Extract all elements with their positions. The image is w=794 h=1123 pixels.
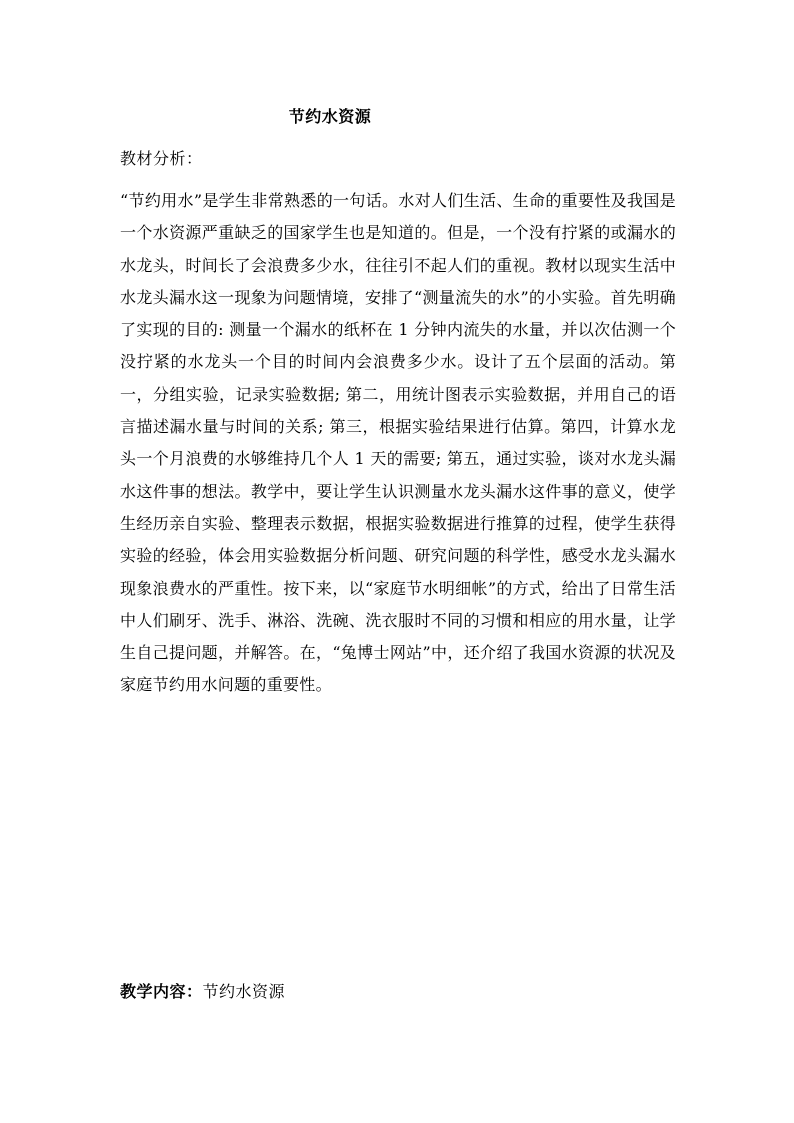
analysis-heading: 教材分析：	[120, 149, 203, 168]
analysis-paragraph: “节约用水”是学生非常熟悉的一句话。水对人们生活、生命的重要性及我国是一个水资源严重缺乏的国家学生也是知道的。但是，一个没有拧紧的或漏水的水龙头，时间长了会浪费多少水，往往引不起人们的重视。教材以现实生活中水龙头漏水这一现象为问题情境，安排了“测量流失的水”的小实验。首先明确了实现的目的: 测量一个漏水的纸杯在 1 分钟内流失的水量，并以次估测一个没拧紧的水龙头一个目的时间内会浪费多少水。设计了五个层面的活动。第一，分组实验，记录实验数据; 第二，用统计图表示实验数据，并用自己的语言描述漏水量与时间的关系; 第三，根据实验结果进行估算。第四，计算水龙头一个月浪费的水够维持几个人 1 天的需要; 第五，通过实验，谈对水龙头漏水这件事的想法。教学中，要让学生认识测量水龙头漏水这件事的意义，使学生经历亲自实验、整理表示数据，根据实验数据进行推算的过程，使学生获得实验的经验，体会用实验数据分析问题、研究问题的科学性，感受水龙头漏水现象浪费水的严重性。按下来，以“家庭节水明细帐”的方式，给出了日常生活中人们刷牙、洗手、淋浴、洗碗、洗衣服时不同的习惯和相应的用水量，让学生自己提问题，并解答。在，“兔博士网站”中，还介绍了我国水资源的状况及家庭节约用水问题的重要性。	[120, 191, 676, 695]
teaching-content-label: 教学内容：	[120, 982, 203, 1001]
teaching-content-line	[120, 980, 285, 1004]
document-title: 节约水资源	[288, 107, 372, 126]
teaching-content-value: 节约水资源	[202, 982, 286, 1001]
